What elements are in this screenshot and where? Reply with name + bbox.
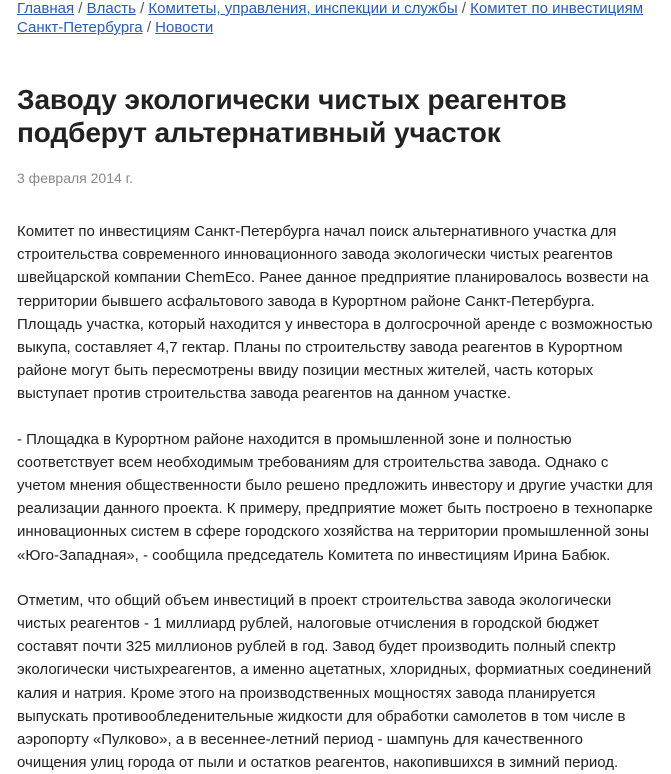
breadcrumb-link-government[interactable]: Власть	[86, 0, 136, 17]
article-paragraph: Отметим, что общий объем инвестиций в проект строительства завода экологически чистых реагентов - 1 миллиард рублей, налоговые отчисления в городской бюджет составят почти 325 миллионов рублей в год. Завод будет производить полный спектр экологически чистыхреагентов, а именно ацетатных, хлоридных, формиатных соединений калия и натрия. Кроме этого на производственных мощностях завода планируется выпускать противообледенительные жидкости для обработки самолетов в том числе в аэропорту «Пулково», а в весеннее-летний период - шампунь для качественного очищения улиц города от пыли и остатков реагентов, накопившихся в зимний период.	[17, 591, 652, 772]
breadcrumb-link-home[interactable]: Главная	[17, 0, 75, 17]
breadcrumb-link-investment-committee[interactable]: Комитет по инвестициям Санкт-Петербурга	[17, 0, 644, 36]
breadcrumb-separator: /	[140, 0, 145, 17]
breadcrumb-separator: /	[146, 19, 151, 36]
article-date: 3 февраля 2014 г.	[17, 170, 133, 186]
breadcrumb-separator: /	[78, 0, 83, 17]
article-paragraph: - Площадка в Курортном районе находится в промышленной зоне и полностью соответствует всем необходимым требованиям для строительства завода. Однако с учетом мнения общественности было решено предложить инвестору и другие участки для реализации данного проекта. К примеру, предприятие может быть построено в технопарке инновационных систем в сфере городского хозяйства на территории промышленной зоны «Юго-Западная», - сообщила председатель Комитета по инвестициям Ирина Бабюк.	[17, 430, 653, 564]
breadcrumb-link-committees[interactable]: Комитеты, управления, инспекции и службы	[148, 0, 458, 17]
article-title: Заводу экологически чистых реагентов подберут альтернативный участок	[17, 84, 567, 148]
breadcrumb-separator: /	[461, 0, 466, 17]
article-paragraph: Комитет по инвестициям Санкт-Петербурга начал поиск альтернативного участка для строительства современного инновационного завода экологически чистых реагентов швейцарской компании ChemEco. Ранее данное предприятие планировалось возвести на территории бывшего асфальтового завода в Курортном районе Санкт-Петербурга. Площадь участка, который находится у инвестора в долгосрочной аренде с возможностью выкупа, составляет 4,7 гектар. Планы по строительству завода реагентов в Курортном районе могут быть пересмотрены ввиду позиции местных жителей, часть которых выступает против строительства завода реагентов на данном участке.	[17, 223, 653, 403]
article-body	[17, 220, 655, 774]
breadcrumb-link-news[interactable]: Новости	[155, 19, 214, 36]
breadcrumb	[17, 0, 655, 37]
